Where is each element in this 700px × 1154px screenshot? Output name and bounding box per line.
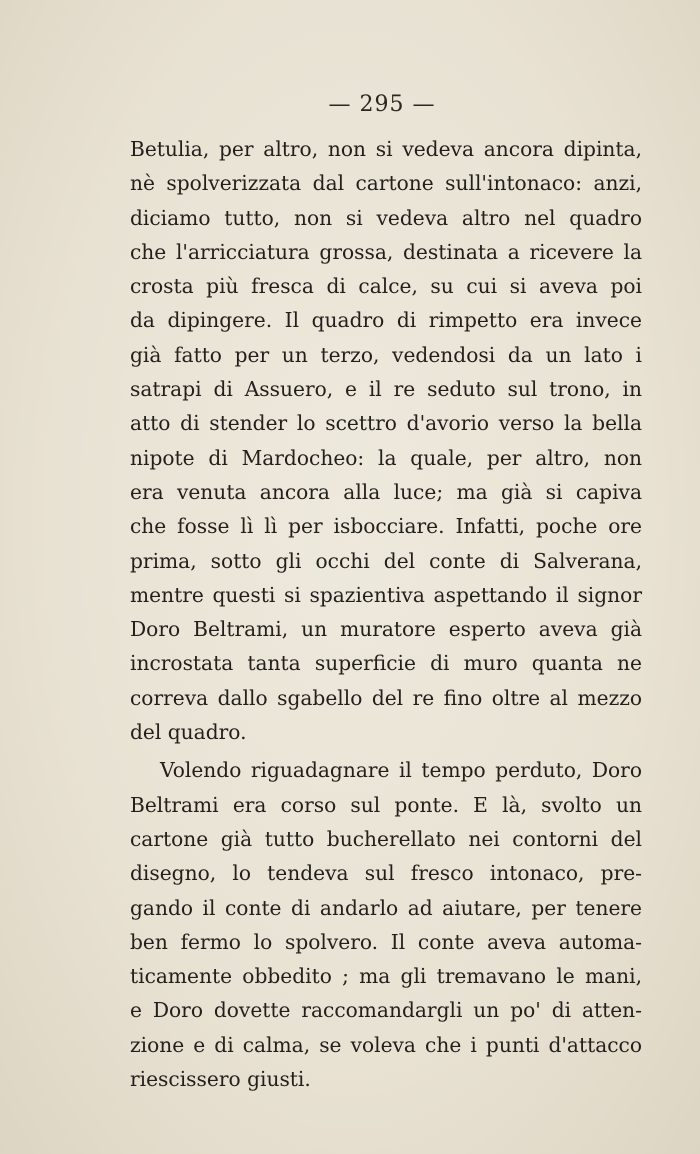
text-line: era venuta ancora alla luce; ma già si capiva — [130, 479, 642, 504]
text-line: correva dallo sgabello del re fino oltre al mezzo — [130, 685, 642, 710]
text-line: prima, sotto gli occhi del conte di Salverana, — [130, 548, 642, 573]
text-line: nipote di Mardocheo: la quale, per altro, non — [130, 445, 642, 470]
text-line: che fosse lì lì per isbocciare. Infatti, poche ore — [130, 514, 642, 539]
text-line: Betulia, per altro, non si vedeva ancora dipinta, — [130, 137, 642, 161]
text-line: da dipingere. Il quadro di rimpetto era invece — [130, 308, 642, 333]
text-line: ticamente obbedito ; ma gli tremavano le mani, — [130, 964, 642, 989]
paragraph-1 — [130, 132, 642, 749]
text-line: mentre questi si spazientiva aspettando il signor — [130, 582, 642, 607]
text-line: del quadro. — [130, 720, 247, 745]
paragraph-2 — [130, 753, 642, 1096]
text-line: incrostata tanta superficie di muro quanta ne — [130, 651, 642, 676]
text-line: diciamo tutto, non si vedeva altro nel quadro — [130, 205, 642, 230]
text-line: disegno, lo tendeva sul fresco intonaco, pre- — [130, 861, 642, 886]
text-line: nè spolverizzata dal cartone sull'intonaco: anzi, — [130, 171, 642, 196]
text-line: che l'arricciatura grossa, destinata a ricevere la — [130, 239, 642, 264]
page-number: — 295 — — [328, 92, 436, 117]
text-line: atto di stender lo scettro d'avorio verso la bella — [130, 411, 642, 436]
text-line: ben fermo lo spolvero. Il conte aveva automa- — [130, 929, 642, 954]
text-line: Beltrami era corso sul ponte. E là, svolto un — [130, 792, 642, 817]
text-line: Volendo riguadagnare il tempo perduto, Doro — [160, 758, 642, 783]
text-line: riescissero giusti. — [130, 1067, 311, 1092]
text-line: cartone già tutto bucherellato nei contorni del — [130, 826, 642, 851]
text-line: e Doro dovette raccomandargli un po' di atten- — [130, 998, 642, 1023]
body-text — [130, 132, 642, 1096]
text-line: gando il conte di andarlo ad aiutare, per tenere — [130, 895, 642, 920]
text-line: Doro Beltrami, un muratore esperto aveva già — [130, 617, 642, 642]
text-line: crosta più fresca di calce, su cui si aveva poi — [130, 274, 642, 299]
text-line: già fatto per un terzo, vedendosi da un lato i — [130, 342, 642, 367]
text-line: satrapi di Assuero, e il re seduto sul trono, in — [130, 377, 642, 402]
text-line: zione e di calma, se voleva che i punti d'attacco — [130, 1032, 642, 1057]
